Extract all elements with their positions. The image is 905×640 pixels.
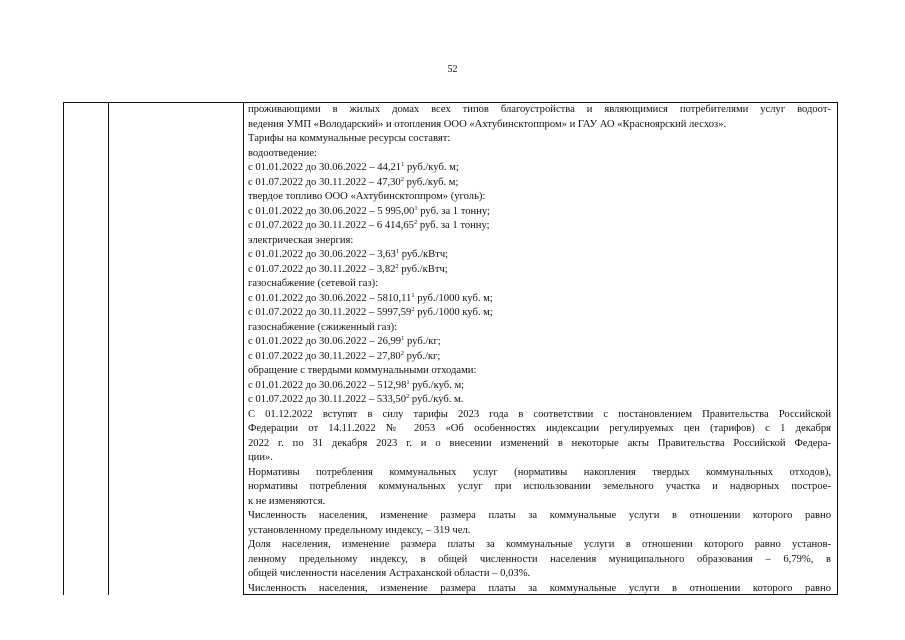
text-line [248, 567, 831, 582]
footnote-marker: 2 [406, 393, 410, 400]
text-line-main: Численность населения, изменение размера платы за коммунальные услуги в отношении которого равно [248, 510, 831, 521]
text-line [248, 480, 831, 495]
text-line-unit: руб./1000 куб. м; [414, 307, 493, 318]
text-line [248, 350, 831, 365]
text-line-main: Численность населения, изменение размера платы за коммунальные услуги в отношении которого равно [248, 582, 831, 594]
text-line-main: Федерации от 14.11.2022 № 2053 «Об особенностях индексации регулируемых цен (тарифов) с 1 декабря [248, 423, 831, 434]
text-line-main: с 01.01.2022 до 30.06.2022 – 5810,11 [248, 292, 412, 304]
text-line-unit: руб./кВтч; [398, 263, 448, 275]
text-line [248, 118, 831, 133]
text-line-main: с 01.01.2022 до 30.06.2022 – 3,63 [248, 249, 396, 260]
text-line [248, 379, 831, 394]
text-line [248, 205, 831, 220]
text-line [248, 190, 831, 205]
text-line [248, 277, 831, 292]
text-line-main: с 01.07.2022 до 30.11.2022 – 27,80 [248, 350, 401, 362]
text-line-main: твердое топливо ООО «Ахтубинсктоппром» (уголь): [248, 191, 486, 202]
text-line [248, 538, 831, 553]
text-line-main: с 01.01.2022 до 30.06.2022 – 44,21 [248, 162, 402, 173]
text-line [248, 422, 831, 437]
text-line [248, 292, 831, 307]
column-divider [108, 103, 109, 595]
footnote-marker: 1 [406, 378, 410, 386]
text-line-unit: руб./кВтч; [399, 249, 449, 260]
text-line-main: 2022 г. по 31 декабря 2023 г. и о внесении изменений в некоторые акты Правительства Российской Федера- [248, 437, 831, 449]
text-line [248, 364, 831, 379]
footnote-marker: 2 [411, 306, 415, 313]
text-line-main: с 01.01.2022 до 30.06.2022 – 26,99 [248, 336, 402, 347]
text-line-main: С 01.12.2022 вступят в силу тарифы 2023 года в соответствии с постановлением Правительства Российской [248, 408, 831, 420]
text-line-main: ции». [248, 452, 273, 463]
text-line-main: с 01.01.2022 до 30.06.2022 – 5 995,00 [248, 205, 415, 217]
text-line-main: с 01.07.2022 до 30.11.2022 – 3,82 [248, 263, 396, 275]
text-line-unit: руб. за 1 тонну; [417, 220, 490, 231]
footnote-marker: 1 [401, 335, 405, 342]
text-line-main: с 01.07.2022 до 30.11.2022 – 533,50 [248, 394, 407, 405]
text-line-unit: руб./куб. м. [409, 394, 464, 405]
text-line-main: газоснабжение (сжиженный газ): [248, 321, 398, 333]
text-line-unit: руб. за 1 тонну; [417, 205, 490, 217]
text-line-main: обращение с твердыми коммунальными отходами: [248, 365, 477, 376]
text-line [248, 176, 831, 191]
text-line-unit: руб./куб. м; [404, 162, 459, 173]
text-line [248, 466, 831, 481]
text-line-main: общей численности населения Астраханской области – 0,03%. [248, 568, 531, 579]
text-line [248, 234, 831, 249]
text-line-main: с 01.01.2022 до 30.06.2022 – 512,98 [248, 379, 407, 391]
text-line-unit: руб./кг; [403, 350, 441, 362]
text-line-main: газоснабжение (сетевой газ): [248, 278, 379, 289]
text-line [248, 524, 831, 539]
text-line-main: Нормативы потребления коммунальных услуг (нормативы накопления твердых коммунальных отходов), [248, 466, 831, 478]
text-line [248, 495, 831, 510]
text-line [248, 161, 831, 176]
text-line-main: с 01.07.2022 до 30.11.2022 – 47,30 [248, 176, 401, 188]
footnote-marker: 1 [395, 248, 400, 255]
text-line [248, 437, 831, 452]
text-line-main: Доля населения, изменение размера платы за коммунальные услуги в отношении которого равно установ- [248, 539, 831, 550]
text-line-main: ведения УМП «Володарский» и отопления ООО «Ахтубинсктоппром» и ГАУ АО «Красноярский лесхоз». [248, 118, 727, 130]
text-line [248, 219, 831, 234]
text-line [248, 335, 831, 350]
text-line-unit: руб./куб. м; [409, 379, 465, 391]
footnote-marker: 2 [395, 262, 399, 270]
text-line [248, 509, 831, 524]
text-line-unit: руб./кг; [404, 336, 441, 347]
text-line [248, 147, 831, 162]
text-line-main: водоотведение: [248, 147, 317, 159]
text-line [248, 103, 831, 118]
column-divider [243, 103, 244, 595]
text-cell [248, 103, 831, 596]
text-line-unit: руб./1000 куб. м; [414, 292, 493, 304]
text-line [248, 132, 831, 147]
text-line-main: с 01.07.2022 до 30.11.2022 – 6 414,65 [248, 220, 414, 231]
text-line-main: ленному предельному индексу, в общей численности населения муниципального образования – 6,79%, в [248, 553, 831, 565]
text-line-main: проживающими в жилых домах всех типов благоустройства и являющимися потребителями услуг водоот- [248, 104, 831, 115]
text-line [248, 306, 831, 321]
text-line [248, 408, 831, 423]
footnote-marker: 2 [400, 175, 404, 183]
footnote-marker: 1 [401, 161, 405, 168]
text-line [248, 263, 831, 278]
footnote-marker: 1 [414, 204, 418, 212]
text-line-unit: руб./куб. м; [403, 176, 459, 188]
text-line-main: нормативы потребления коммунальных услуг при использовании земельного участка и надворных построе- [248, 481, 831, 492]
text-line-main: электрическая энергия: [248, 234, 354, 246]
footnote-marker: 2 [413, 219, 418, 226]
text-line [248, 451, 831, 466]
footnote-marker: 2 [400, 349, 404, 357]
document-table [63, 102, 838, 595]
text-line [248, 582, 831, 597]
page-number: 52 [447, 64, 458, 75]
text-line-main: Тарифы на коммунальные ресурсы составят: [248, 133, 451, 144]
text-line-main: с 01.07.2022 до 30.11.2022 – 5997,59 [248, 307, 412, 318]
text-line [248, 248, 831, 263]
text-line [248, 321, 831, 336]
text-line [248, 393, 831, 408]
footnote-marker: 1 [411, 291, 415, 299]
text-line-main: к не изменяются. [248, 495, 326, 507]
text-line [248, 553, 831, 568]
text-line-main: установленному предельному индексу, – 319 чел. [248, 524, 471, 536]
